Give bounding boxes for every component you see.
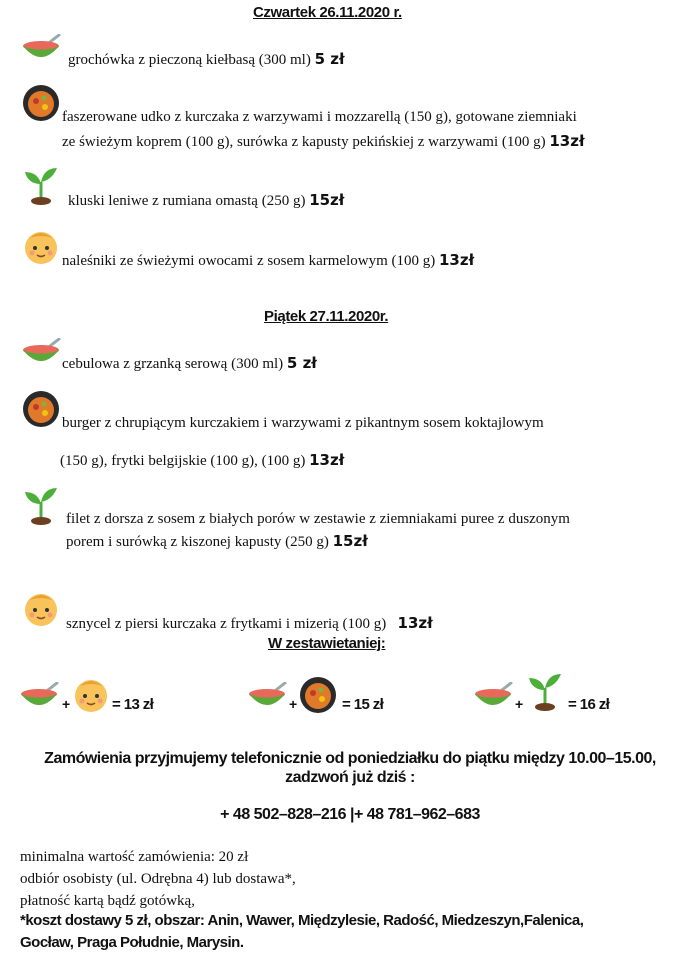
item-price: 13zł <box>549 132 585 150</box>
item-text-line1: faszerowane udko z kurczaka z warzywami i mozzarellą (150 g), gotowane ziemniaki <box>62 109 577 125</box>
plus-sign: + <box>62 696 71 712</box>
item-price: 5 zł <box>314 50 345 68</box>
phone-numbers[interactable]: + 48 502–828–216 |+ 48 781–962–683 <box>220 806 480 823</box>
item-text: cebulowa z grzanką serową (300 ml) <box>62 356 284 372</box>
item-text: grochówka z pieczoną kiełbasą (300 ml) <box>68 52 311 68</box>
item-price: 15zł <box>332 532 368 550</box>
seedling-icon <box>526 672 564 717</box>
item-price: 5 zł <box>286 354 317 372</box>
item-price: 13zł <box>309 451 345 469</box>
seedling-icon <box>22 486 60 531</box>
payment-text: płatność kartą bądź gotówką, <box>20 893 195 909</box>
paella-pan-icon <box>22 84 60 127</box>
combo-price: = 16 zł <box>568 696 610 713</box>
paella-pan-icon <box>22 390 60 433</box>
pickup-text: odbiór osobisty (ul. Odrębna 4) lub dostawa*, <box>20 871 296 887</box>
plus-sign: + <box>289 696 298 712</box>
baby-face-icon <box>72 676 110 719</box>
soup-bowl-icon <box>22 34 62 71</box>
baby-face-icon <box>22 590 60 633</box>
orders-line2: zadzwoń już dziś : <box>285 769 415 786</box>
soup-bowl-icon <box>22 338 62 375</box>
item-text-line2: (150 g), frytki belgijskie (100 g), (100 g) <box>60 453 306 469</box>
combo-heading: W zestawietaniej: <box>268 635 386 652</box>
item-text-line2: ze świeżym koprem (100 g), surówka z kapusty pekińskiej z warzywami (100 g) <box>62 134 546 150</box>
item-price: 13zł <box>439 251 475 269</box>
plus-sign: + <box>515 696 524 712</box>
friday-heading: Piątek 27.11.2020r. <box>264 308 389 325</box>
item-text-line2: porem i surówką z kiszonej kapusty (250 g) <box>66 534 329 550</box>
item-price: 13zł <box>397 614 433 632</box>
orders-line1: Zamówienia przyjmujemy telefonicznie od poniedziałku do piątku między 10.00–15.00, <box>44 750 656 767</box>
thursday-heading: Czwartek 26.11.2020 r. <box>253 4 402 21</box>
item-text: kluski leniwe z rumiana omastą (250 g) <box>68 193 306 209</box>
soup-bowl-icon <box>474 682 514 719</box>
delivery-areas-line2: Gocław, Praga Południe, Marysin. <box>20 934 244 951</box>
item-text: sznycel z piersi kurczaka z frytkami i mizerią (100 g) <box>66 616 387 632</box>
soup-bowl-icon <box>248 682 288 719</box>
item-price: 15zł <box>309 191 345 209</box>
soup-bowl-icon <box>20 682 60 719</box>
item-text: naleśniki ze świeżymi owocami z sosem karmelowym (100 g) <box>62 253 436 269</box>
combo-price: = 15 zł <box>342 696 384 713</box>
item-text-line1: burger z chrupiącym kurczakiem i warzywami z pikantnym sosem koktajlowym <box>62 415 544 431</box>
paella-pan-icon <box>299 676 337 719</box>
item-text-line1: filet z dorsza z sosem z białych porów w zestawie z ziemniakami puree z duszonym <box>66 511 570 527</box>
min-order-text: minimalna wartość zamówienia: 20 zł <box>20 849 249 865</box>
combo-price: = 13 zł <box>112 696 154 713</box>
baby-face-icon <box>22 228 60 271</box>
seedling-icon <box>22 166 60 211</box>
delivery-areas-line1: *koszt dostawy 5 zł, obszar: Anin, Wawer, Międzylesie, Radość, Miedzeszyn,Falenica, <box>20 912 584 929</box>
